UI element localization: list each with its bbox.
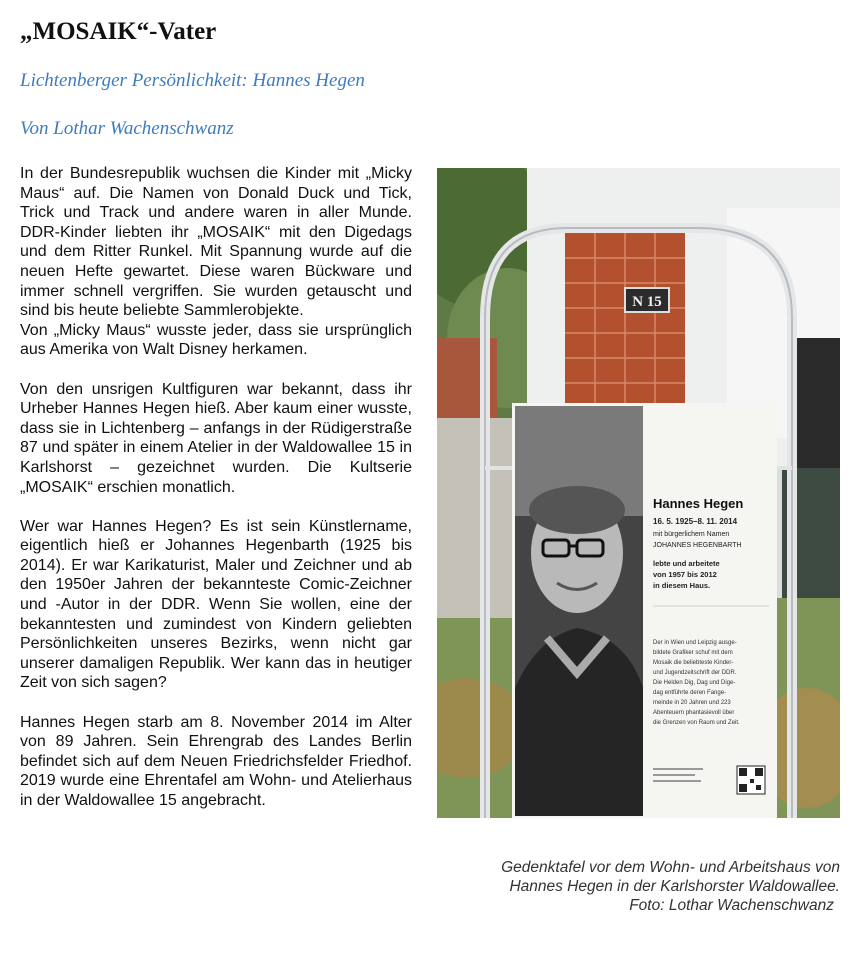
plaque-dates: 16. 5. 1925–8. 11. 2014: [653, 517, 738, 526]
photo-caption: [437, 858, 840, 915]
paragraph-4: Wer war Hannes Hegen? Es ist sein Künstlername, eigentlich hieß er Johannes Hegenbarth (1925 bis 2014). Er war Karikaturist, Maler und Zeichner und ab den 1950er Jahren der bekannteste Comic-Zeichner und -Autor in der DDR. Wenn Sie wollen, eine der bekanntesten und zumindest von Kindern geliebten Persönlichkeiten unseres Bezirks, wenn nicht gar unserer damaligen Republik. Wer kann das in heutiger Zeit von sich sagen?: [20, 517, 412, 692]
plaque-text-line: Mosaik die beliebteste Kinder-: [653, 660, 734, 666]
article-author: Von Lothar Wachenschwanz: [20, 118, 234, 139]
article-title: „MOSAIK“-Vater: [20, 18, 217, 45]
plaque-text-line: Der in Wien und Leipzig ausge-: [653, 640, 737, 646]
plaque-text-line: meinde in 20 Jahren und 223: [653, 700, 731, 706]
plaque-lived-1: lebte und arbeitete: [653, 559, 720, 568]
paragraph-2: Von „Micky Maus“ wusste jeder, dass sie ursprünglich aus Amerika von Walt Disney herkamen.: [20, 321, 412, 359]
house-number: N 15: [632, 294, 662, 310]
plaque-civil-intro: mit bürgerlichem Namen: [653, 531, 730, 538]
qr-code-icon: [737, 766, 765, 794]
article-body: [20, 164, 412, 830]
paragraph-3: Von den unsrigen Kultfiguren war bekannt, dass ihr Urheber Hannes Hegen hieß. Aber kaum einer wusste, dass sie in Lichtenberg – anfangs in der Rüdigerstraße 87 und später in einem Atelier in der Waldowallee 15 in Karlshorst – gezeichnet wurden. Die Kultserie „MOSAIK“ erschien monatlich.: [20, 380, 412, 496]
plaque-text-line: bildete Grafiker schuf mit dem: [653, 650, 733, 656]
plaque-name: Hannes Hegen: [653, 496, 744, 511]
plaque-lived-3: in diesem Haus.: [653, 581, 711, 590]
caption-line-1: Gedenktafel vor dem Wohn- und Arbeitshaus von: [501, 859, 840, 876]
plaque-civil-name: JOHANNES HEGENBARTH: [653, 542, 742, 549]
memorial-plaque-photo: [437, 168, 840, 818]
plaque-text-line: die Grenzen von Raum und Zeit.: [653, 720, 740, 726]
photo-illustration: [437, 168, 840, 818]
caption-line-2: Hannes Hegen in der Karlshorster Waldowallee.: [509, 878, 840, 895]
plaque-text-line: und Jugendzeitschrift der DDR.: [653, 670, 737, 676]
plaque-lived-2: von 1957 bis 2012: [653, 570, 717, 579]
plaque-text-line: Die Helden Dig, Dag und Dige-: [653, 680, 736, 686]
paragraph-1: In der Bundesrepublik wuchsen die Kinder mit „Micky Maus“ auf. Die Namen von Donald Duck und Tick, Trick und Track und andere waren in aller Munde. DDR-Kinder liebten ihr „MOSAIK“ mit den Digedags und dem Ritter Runkel. Mit Spannung wurde auf die neuen Hefte gewartet. Diese waren Bückware und immer schnell vergriffen. Sie wurden getauscht und sind bis heute beliebte Sammlerobjekte.: [20, 165, 412, 320]
plaque-text-line: dag entführte deren Fange-: [653, 690, 727, 696]
photo-credit: Foto: Lothar Wachenschwanz: [629, 897, 834, 914]
plaque-text-line: Abenteuern phantasievoll über: [653, 710, 735, 716]
paragraph-5: Hannes Hegen starb am 8. November 2014 im Alter von 89 Jahren. Sein Ehrengrab des Landes Berlin befindet sich auf dem Neuen Friedrichsfelder Friedhof. 2019 wurde eine Ehrentafel am Wohn- und Atelierhaus in der Waldowallee 15 angebracht.: [20, 713, 412, 809]
article-subtitle: Lichtenberger Persönlichkeit: Hannes Hegen: [20, 70, 365, 91]
